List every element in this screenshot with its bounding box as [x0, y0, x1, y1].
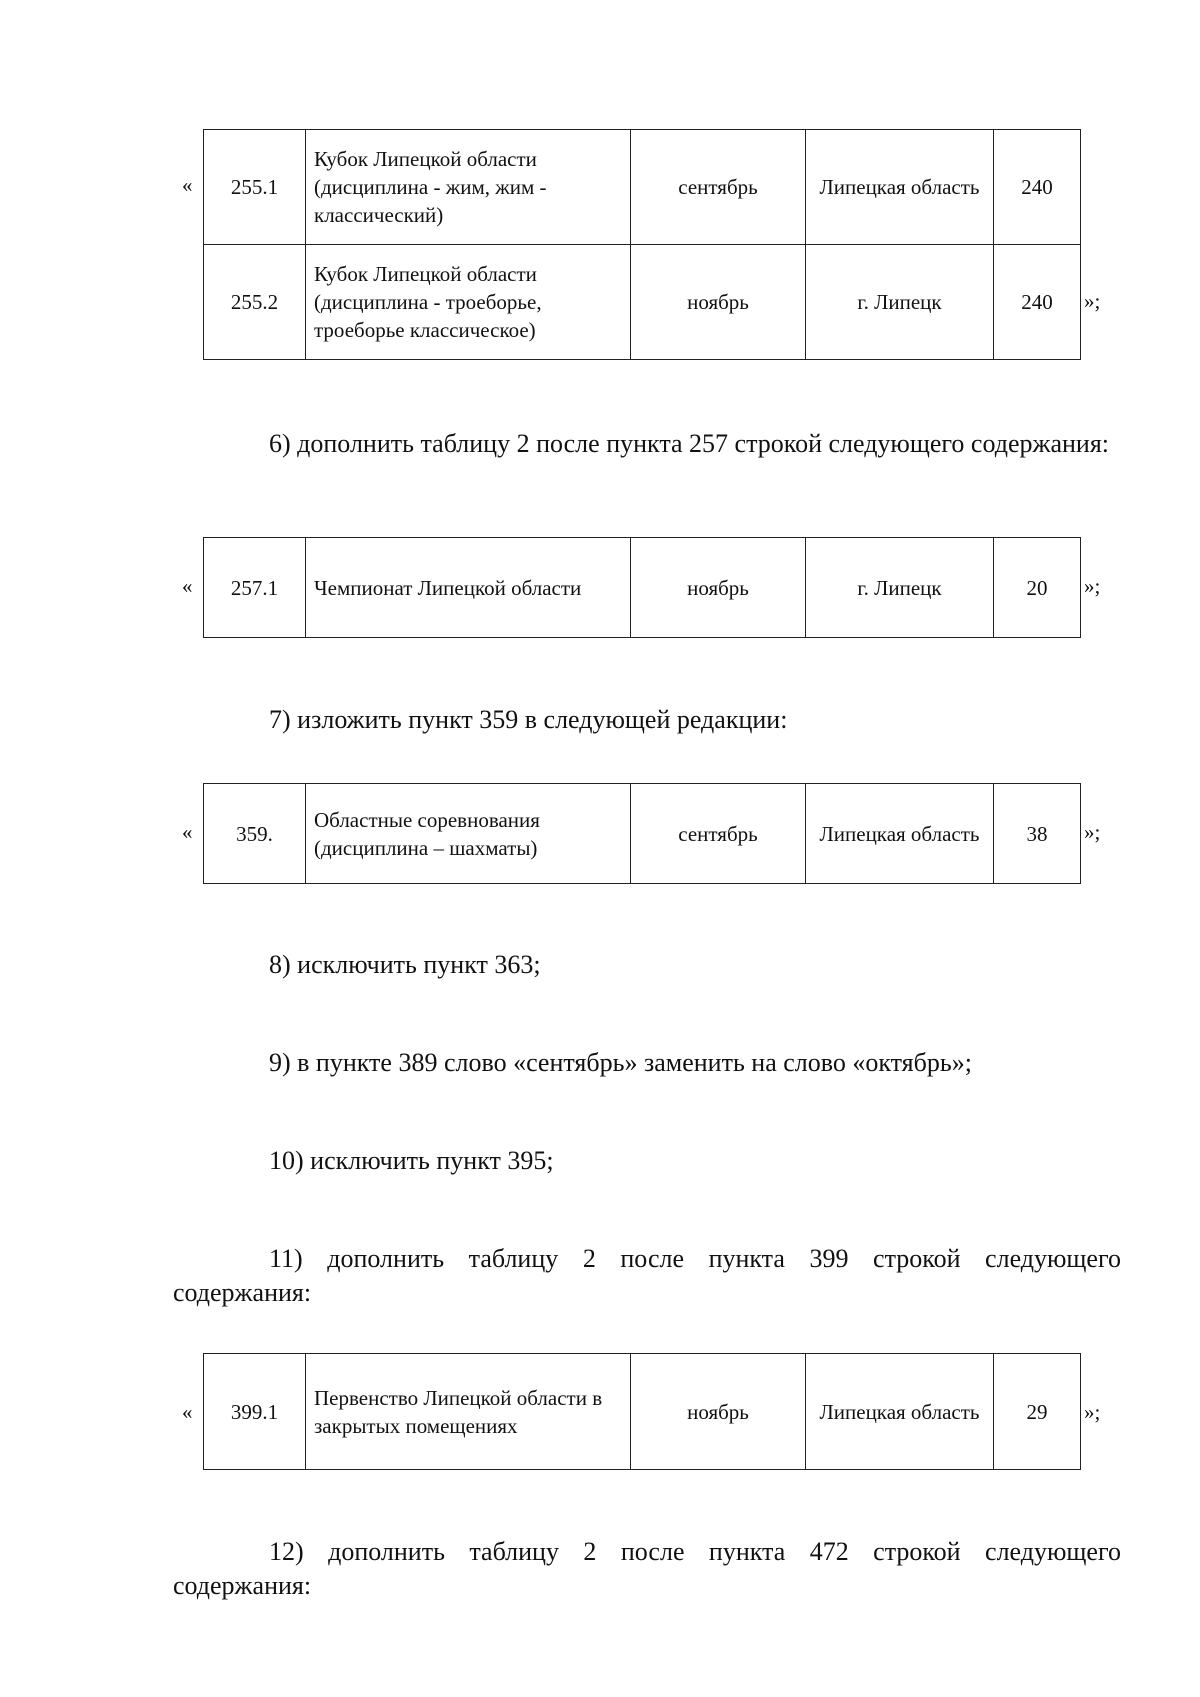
event-month: сентябрь	[631, 784, 806, 884]
event-month: ноябрь	[631, 245, 806, 360]
event-month: сентябрь	[631, 130, 806, 245]
quote-close-3: »;	[1084, 820, 1101, 844]
table-row	[204, 784, 1081, 884]
quote-close-4: »;	[1084, 1400, 1101, 1424]
table-1	[203, 129, 1081, 360]
table-2	[203, 537, 1081, 638]
participant-count: 20	[994, 538, 1081, 638]
quote-close-2: »;	[1084, 574, 1101, 598]
event-name: Областные соревнования (дисциплина – шахматы)	[306, 784, 631, 884]
event-name: Кубок Липецкой области (дисциплина - троеборье, троеборье классическое)	[306, 245, 631, 360]
event-place: Липецкая область	[806, 784, 994, 884]
row-number: 255.2	[204, 245, 306, 360]
participant-count: 240	[994, 130, 1081, 245]
row-number: 399.1	[204, 1354, 306, 1470]
paragraph-7: 7) изложить пункт 359 в следующей редакции:	[269, 705, 788, 734]
row-number: 257.1	[204, 538, 306, 638]
quote-close-1: »;	[1084, 289, 1101, 313]
event-place: г. Липецк	[806, 538, 994, 638]
table-3	[203, 783, 1081, 884]
event-name: Чемпионат Липецкой области	[306, 538, 631, 638]
row-number: 359.	[204, 784, 306, 884]
paragraph-12: 12) дополнить таблицу 2 после пункта 472 строкой следующего содержания:	[173, 1537, 1121, 1600]
quote-open-4: «	[182, 1400, 193, 1424]
event-place: Липецкая область	[806, 130, 994, 245]
table-row	[204, 245, 1081, 360]
event-name: Кубок Липецкой области (дисциплина - жим, жим - классический)	[306, 130, 631, 245]
quote-open-1: «	[182, 173, 193, 197]
paragraph-6: 6) дополнить таблицу 2 после пункта 257 строкой следующего содержания:	[269, 429, 1109, 458]
quote-open-2: «	[182, 574, 193, 598]
paragraph-10: 10) исключить пункт 395;	[269, 1146, 554, 1175]
paragraph-11: 11) дополнить таблицу 2 после пункта 399 строкой следующего содержания:	[173, 1244, 1121, 1307]
paragraph-9: 9) в пункте 389 слово «сентябрь» заменить на слово «октябрь»;	[269, 1048, 972, 1077]
row-number: 255.1	[204, 130, 306, 245]
event-place: г. Липецк	[806, 245, 994, 360]
table-row	[204, 1354, 1081, 1470]
paragraph-8: 8) исключить пункт 363;	[269, 950, 541, 979]
table-row	[204, 538, 1081, 638]
event-name: Первенство Липецкой области в закрытых помещениях	[306, 1354, 631, 1470]
participant-count: 29	[994, 1354, 1081, 1470]
participant-count: 240	[994, 245, 1081, 360]
participant-count: 38	[994, 784, 1081, 884]
table-4	[203, 1353, 1081, 1470]
quote-open-3: «	[182, 820, 193, 844]
table-row	[204, 130, 1081, 245]
event-month: ноябрь	[631, 1354, 806, 1470]
event-place: Липецкая область	[806, 1354, 994, 1470]
event-month: ноябрь	[631, 538, 806, 638]
